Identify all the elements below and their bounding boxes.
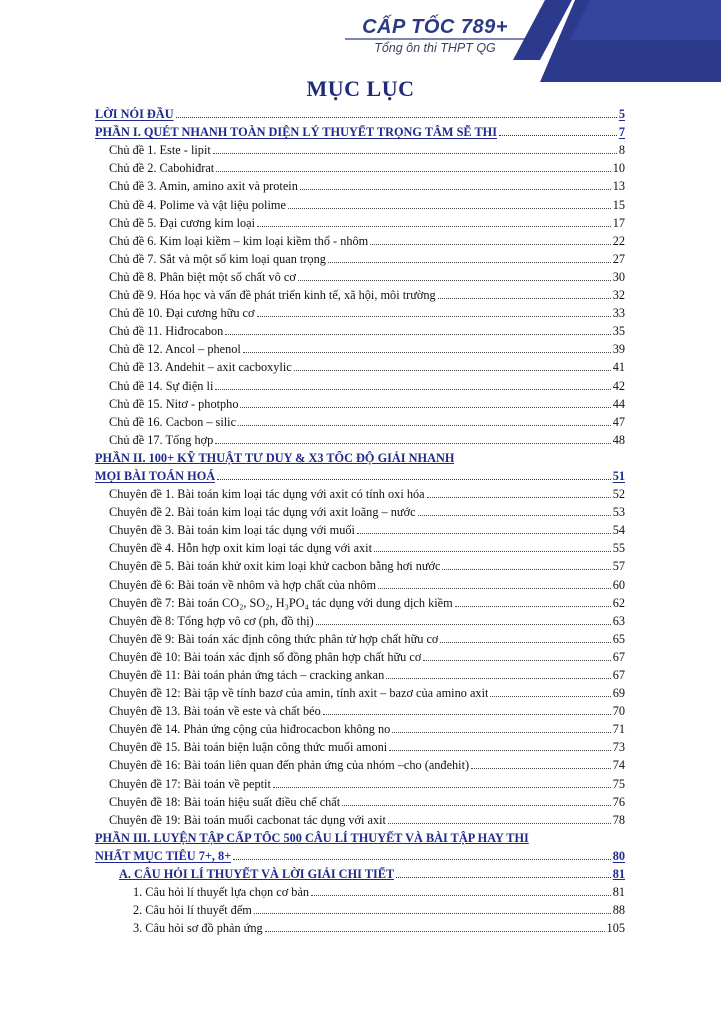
toc-label: Chuyên đề 12: Bài tập về tính bazơ của amin, tính axit – bazơ của amino axit: [109, 686, 489, 701]
toc-page: 69: [612, 686, 625, 701]
toc-label: A. CÂU HỎI LÍ THUYẾT VÀ LỜI GIẢI CHI TIẾT: [119, 867, 395, 882]
toc-label: 3. Câu hỏi sơ đồ phản ứng: [133, 921, 263, 936]
toc-page: 44: [612, 396, 625, 411]
toc-topic-row[interactable]: [95, 302, 625, 320]
toc-label: Chuyên đề 4. Hỗn hợp oxit kim loại tác dụng với axit: [109, 541, 373, 556]
toc-topic-row[interactable]: [95, 266, 625, 284]
toc-chuyende-row[interactable]: [95, 537, 625, 555]
toc-label: 2. Câu hỏi lí thuyết đếm: [133, 903, 252, 918]
toc-page: 57: [612, 559, 625, 574]
page-title: MỤC LỤC: [306, 76, 415, 101]
toc-topic-row[interactable]: [95, 230, 625, 248]
toc-page: 35: [612, 324, 625, 339]
toc-page: 47: [612, 414, 625, 429]
toc-label: Chuyên đề 5. Bài toán khử oxit kim loại khử cacbon bằng hơi nước: [109, 559, 441, 574]
toc-label: Chủ đề 5. Đại cương kim loại: [109, 215, 256, 230]
toc-page: 15: [612, 197, 625, 212]
toc-topic-row[interactable]: [95, 411, 625, 429]
toc-label: Chủ đề 3. Amin, amino axit và protein: [109, 179, 298, 194]
toc-page: 41: [612, 360, 625, 375]
toc-label: Chủ đề 2. Cabohiđrat: [109, 161, 215, 176]
toc-chuyende-row[interactable]: [95, 700, 625, 718]
toc-page: 80: [612, 848, 625, 863]
toc-page: 48: [612, 432, 625, 447]
toc-page: 52: [612, 487, 625, 502]
toc-page: 70: [612, 704, 625, 719]
toc-label: Chuyên đề 13. Bài toán về este và chất béo: [109, 704, 321, 719]
toc-label: Chuyên đề 17: Bài toán về peptit: [109, 776, 271, 791]
toc-label: Chuyên đề 9: Bài toán xác định công thức phân tử hợp chất hữu cơ: [109, 631, 439, 646]
toc-page: 78: [612, 812, 625, 827]
toc-page: 13: [612, 179, 625, 194]
toc-part2-line2[interactable]: [95, 465, 625, 483]
toc-part3-line2[interactable]: [95, 845, 625, 863]
toc-page: 81: [612, 867, 625, 882]
toc-label: Chuyên đề 8: Tổng hợp vô cơ (ph, đồ thị): [109, 613, 314, 628]
toc-label: Chuyên đề 10: Bài toán xác định số đồng phân hợp chất hữu cơ: [109, 649, 422, 664]
toc-label: PHẦN I. QUÉT NHANH TOÀN DIỆN LÝ THUYẾT TRỌNG TÂM SẼ THI: [95, 125, 498, 140]
toc-page: 5: [618, 107, 625, 122]
toc-label: Chuyên đề 7: Bài toán CO₂, SO₂, H₃PO₄ tác dụng với dung dịch kiềm: [109, 595, 453, 610]
toc-label: Chủ đề 8. Phân biệt một số chất vô cơ: [109, 269, 296, 284]
topics-list: [95, 139, 625, 447]
toc-label: Chuyên đề 3. Bài toán kim loại tác dụng với muối: [109, 523, 355, 538]
toc-page: 39: [612, 342, 625, 357]
toc-chuyende-row[interactable]: [95, 791, 625, 809]
toc-chuyende-row[interactable]: [95, 736, 625, 754]
toc-page: 81: [612, 885, 625, 900]
toc-page: 7: [618, 125, 625, 140]
toc-page: 42: [612, 378, 625, 393]
toc-label: Chủ đề 16. Cacbon – silic: [109, 414, 237, 429]
toc-chuyende-row[interactable]: [95, 809, 625, 827]
toc-label: Chủ đề 9. Hóa học và vấn đề phát triển kinh tế, xã hội, môi trường: [109, 288, 436, 303]
chuyende-list: [95, 483, 625, 827]
toc-page: 65: [612, 631, 625, 646]
toc-topic-row[interactable]: [95, 429, 625, 447]
toc-label: Chủ đề 1. Este - lipit: [109, 143, 211, 158]
toc-topic-row[interactable]: [95, 175, 625, 193]
toc-chuyende-row[interactable]: [95, 646, 625, 664]
questions-list: [95, 881, 625, 935]
toc-label: PHẦN III. LUYỆN TẬP CẤP TỐC 500 CÂU LÍ THUYẾT VÀ BÀI TẬP HAY THI: [95, 830, 529, 845]
toc-page: 22: [612, 233, 625, 248]
toc-page: 74: [612, 758, 625, 773]
toc-page: 88: [612, 903, 625, 918]
toc-chuyende-row[interactable]: [95, 718, 625, 736]
brand-title: CẤP TỐC 789+: [362, 16, 508, 38]
toc-page: 76: [612, 794, 625, 809]
toc-chuyende-row[interactable]: [95, 772, 625, 790]
toc-chuyende-row[interactable]: [95, 610, 625, 628]
table-of-contents: [95, 103, 625, 935]
toc-topic-row[interactable]: [95, 212, 625, 230]
banner-stripe-light: [570, 0, 721, 40]
toc-page: 75: [612, 776, 625, 791]
brand-tagline: Tổng ôn thi THPT QG: [374, 41, 496, 55]
toc-page: 10: [612, 161, 625, 176]
toc-chuyende-row[interactable]: [95, 592, 625, 610]
toc-page: 105: [606, 921, 625, 936]
toc-page: 67: [612, 668, 625, 682]
toc-label: Chuyên đề 14. Phản ứng cộng của hiđrocacbon không no: [109, 722, 391, 737]
toc-label: Chuyên đề 2. Bài toán kim loại tác dụng với axit loãng – nước: [109, 505, 416, 520]
toc-label: Chủ đề 6. Kim loại kiềm – kim loại kiềm thổ - nhôm: [109, 233, 369, 248]
toc-page: 27: [612, 251, 625, 266]
toc-question-row[interactable]: [95, 881, 625, 899]
toc-label: Chủ đề 11. Hiđrocabon: [109, 324, 224, 339]
toc-topic-row[interactable]: [95, 356, 625, 374]
toc-label: Chủ đề 14. Sự điện li: [109, 378, 214, 393]
toc-page: 30: [612, 269, 625, 284]
toc-label: Chuyên đề 11: Bài toán phản ứng tách – cracking ankan: [109, 668, 385, 682]
toc-label: Chủ đề 4. Polime và vật liệu polime: [109, 197, 286, 212]
toc-chuyende-row[interactable]: [95, 519, 625, 537]
toc-page: 67: [612, 649, 625, 664]
brand-block: [345, 16, 525, 55]
toc-label: Chuyên đề 6: Bài toán về nhôm và hợp chất của nhôm: [109, 577, 377, 592]
toc-label: Chuyên đề 1. Bài toán kim loại tác dụng với axit có tính oxi hóa: [109, 487, 425, 502]
toc-page: 51: [612, 468, 625, 483]
toc-topic-row[interactable]: [95, 139, 625, 157]
toc-page: 8: [618, 143, 625, 158]
toc-topic-row[interactable]: [95, 393, 625, 411]
toc-label: PHẦN II. 100+ KỸ THUẬT TƯ DUY & X3 TỐC ĐỘ GIẢI NHANH: [95, 450, 455, 465]
toc-chuyende-row[interactable]: [95, 555, 625, 573]
toc-preface[interactable]: [95, 103, 625, 121]
toc-label: MỌI BÀI TOÁN HOÁ: [95, 468, 216, 483]
toc-topic-row[interactable]: [95, 157, 625, 175]
toc-page: 32: [612, 288, 625, 303]
toc-topic-row[interactable]: [95, 374, 625, 392]
toc-part1[interactable]: [95, 121, 625, 139]
toc-label: Chuyên đề 19: Bài toán muối cacbonat tác dụng với axit: [109, 812, 386, 827]
toc-topic-row[interactable]: [95, 284, 625, 302]
toc-chuyende-row[interactable]: [95, 664, 625, 682]
toc-topic-row[interactable]: [95, 320, 625, 338]
toc-page: 62: [612, 595, 625, 610]
toc-topic-row[interactable]: [95, 248, 625, 266]
toc-chuyende-row[interactable]: [95, 573, 625, 591]
toc-question-row[interactable]: [95, 917, 625, 935]
toc-chuyende-row[interactable]: [95, 628, 625, 646]
toc-section-a[interactable]: [95, 863, 625, 881]
toc-label: Chuyên đề 18: Bài toán hiệu suất điều chế chất: [109, 794, 341, 809]
toc-page: 73: [612, 740, 625, 755]
toc-page: 54: [612, 523, 625, 538]
toc-page: 71: [612, 722, 625, 737]
toc-chuyende-row[interactable]: [95, 483, 625, 501]
toc-label: Chủ đề 15. Nitơ - photpho: [109, 396, 239, 411]
toc-page: 17: [612, 215, 625, 230]
toc-chuyende-row[interactable]: [95, 754, 625, 772]
toc-part2-line1[interactable]: [95, 447, 625, 465]
toc-label: Chủ đề 7. Sắt và một số kim loại quan trọng: [109, 251, 326, 266]
toc-label: Chuyên đề 15. Bài toán biện luận công thức muối amoni: [109, 740, 388, 755]
toc-label: 1. Câu hỏi lí thuyết lựa chọn cơ bản: [133, 885, 310, 900]
toc-chuyende-row[interactable]: [95, 682, 625, 700]
toc-page: 55: [612, 541, 625, 556]
toc-label: Chủ đề 17. Tổng hợp: [109, 432, 214, 447]
toc-page: 53: [612, 505, 625, 520]
toc-topic-row[interactable]: [95, 338, 625, 356]
toc-label: Chuyên đề 16: Bài toán liên quan đến phản ứng của nhóm –cho (anđehit): [109, 758, 470, 773]
toc-label: NHẤT MỤC TIÊU 7+, 8+: [95, 848, 232, 863]
toc-chuyende-row[interactable]: [95, 501, 625, 519]
toc-topic-row[interactable]: [95, 193, 625, 211]
toc-label: Chủ đề 13. Andehit – axit cacboxylic: [109, 360, 292, 375]
toc-question-row[interactable]: [95, 899, 625, 917]
toc-label: Chủ đề 10. Đại cương hữu cơ: [109, 306, 255, 321]
toc-label: Chủ đề 12. Ancol – phenol: [109, 342, 241, 357]
toc-page: 33: [612, 306, 625, 321]
toc-label: LỜI NÓI ĐẦU: [95, 107, 174, 122]
toc-page: 60: [612, 577, 625, 592]
toc-page: 63: [612, 613, 625, 628]
toc-part3-line1[interactable]: [95, 827, 625, 845]
